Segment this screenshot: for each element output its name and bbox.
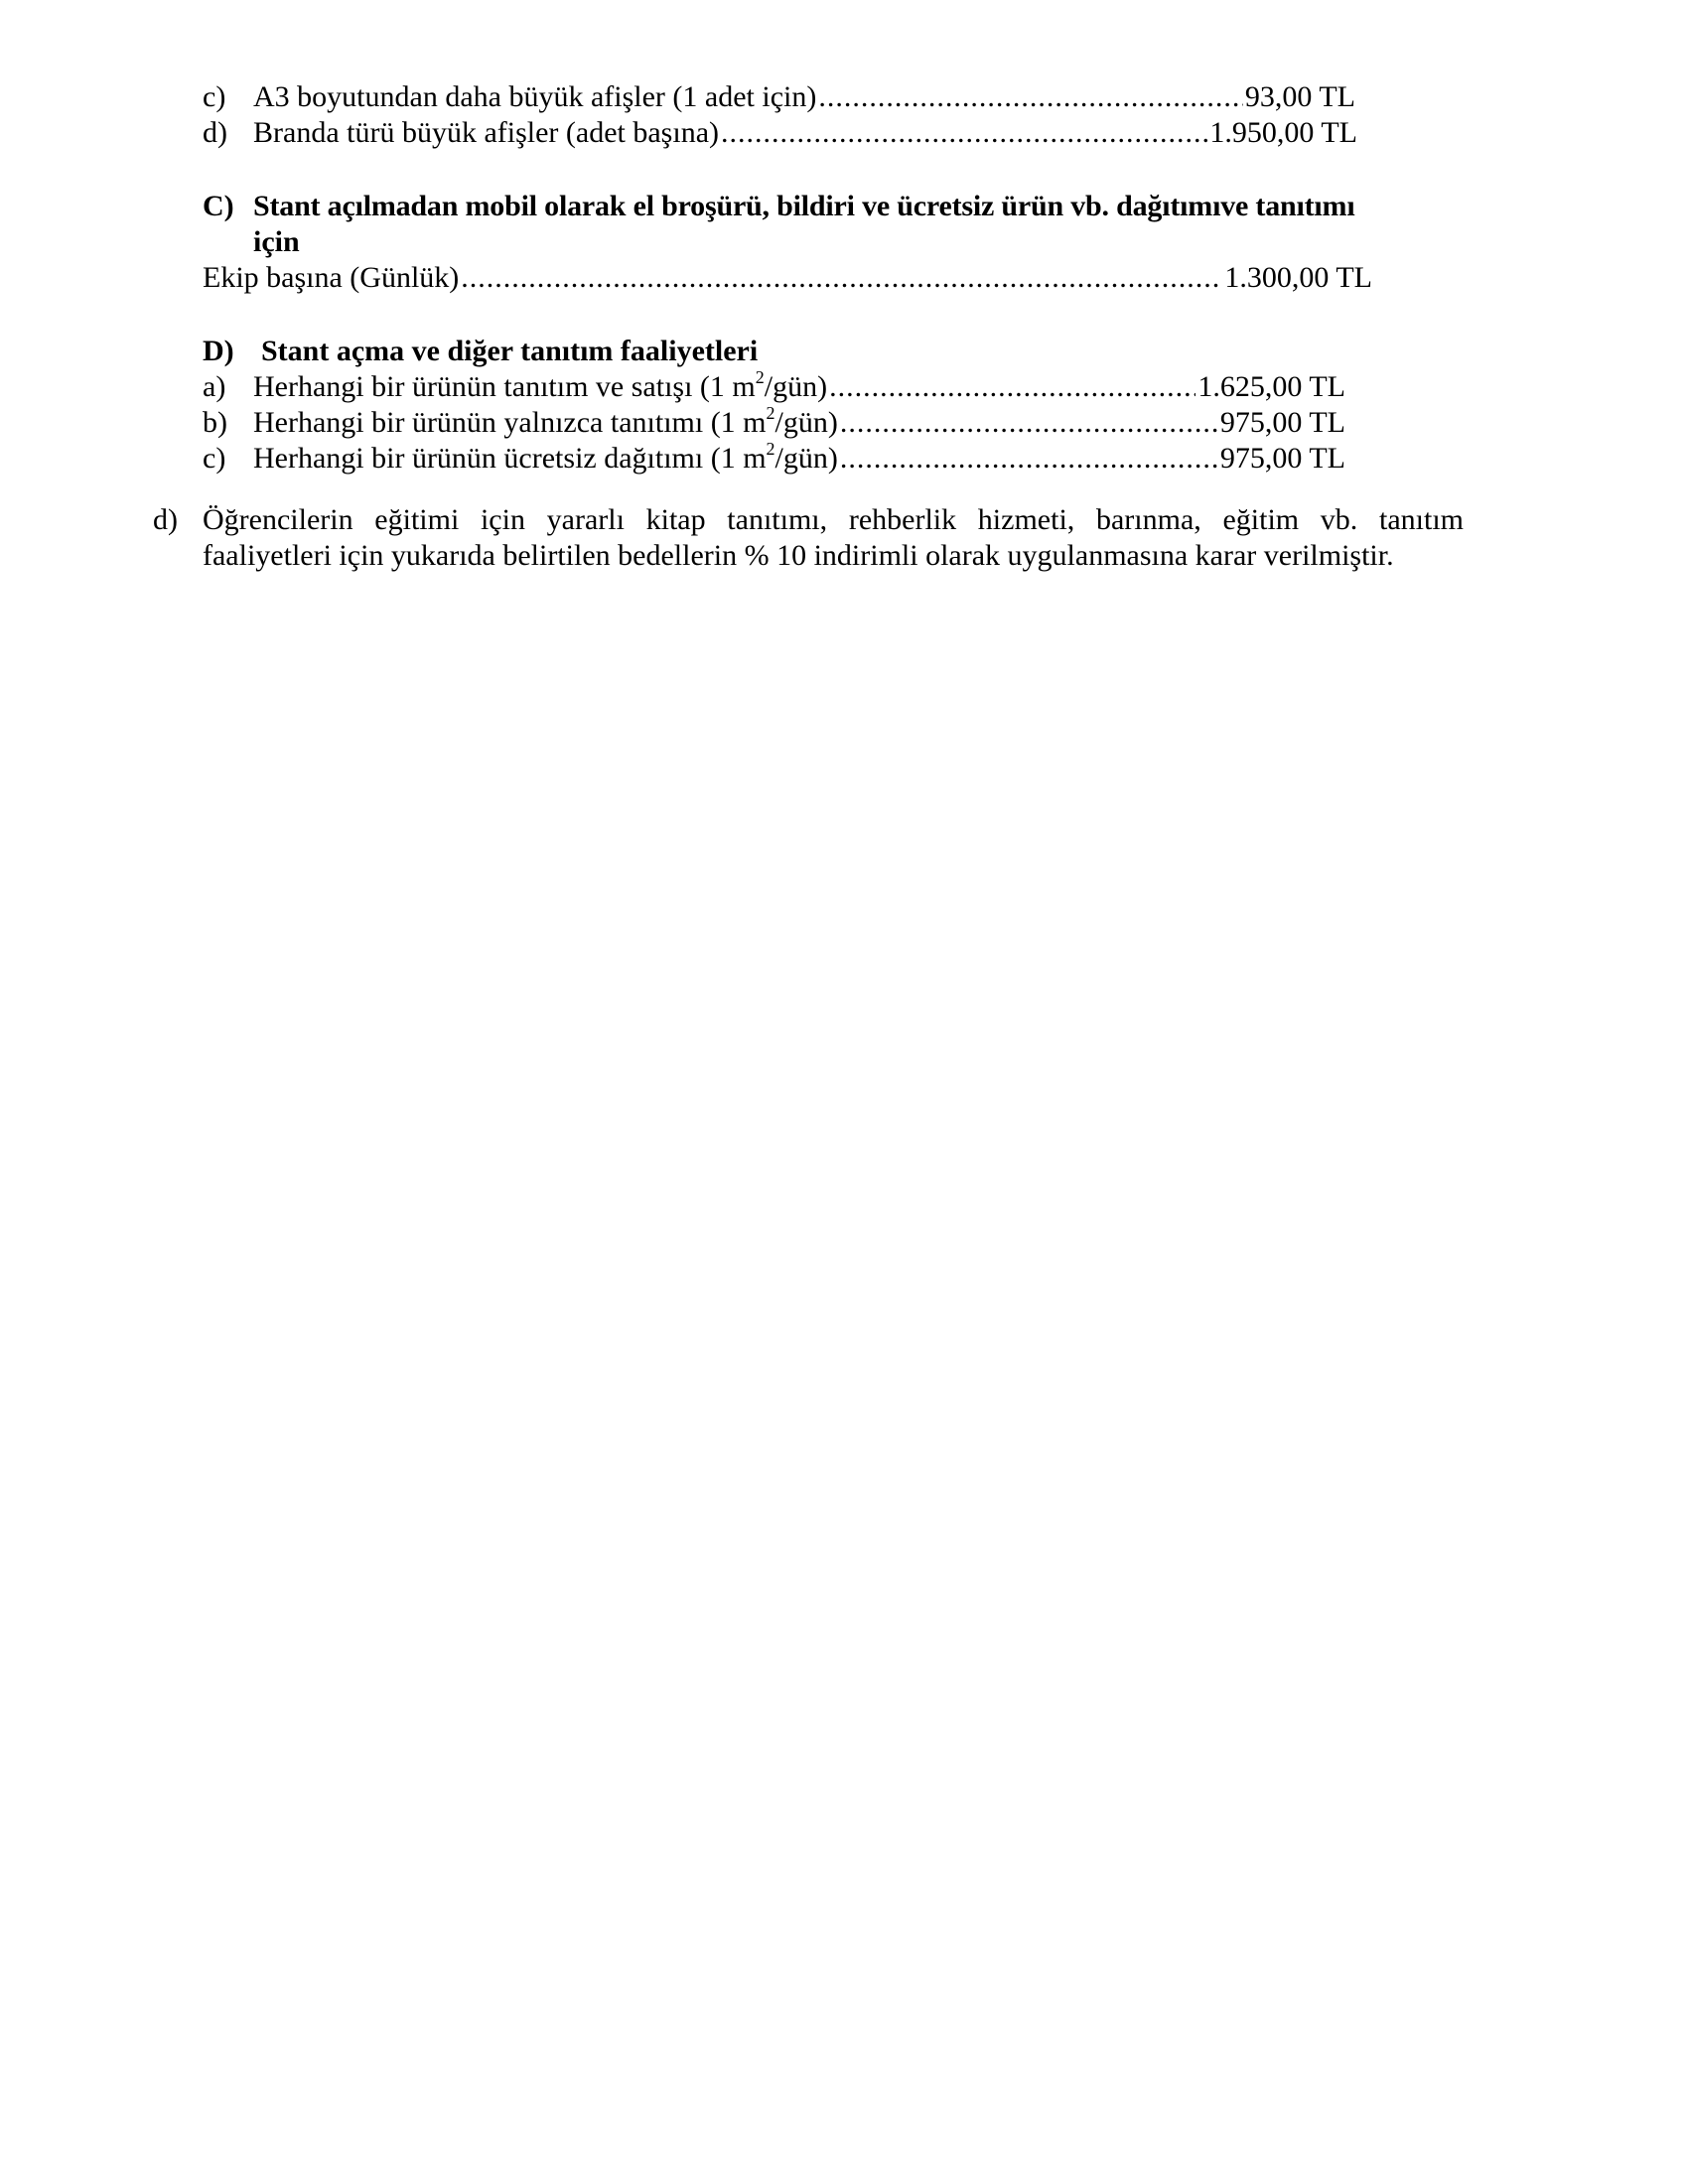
note-line: faaliyetleri için yukarıda belirtilen bedellerin % 10 indirimli olarak uygulanmasına karar verilmiştir. [203,539,1394,572]
price-amount: 1.300,00 TL [1224,261,1372,294]
note-line: Öğrencilerin eğitimi için yararlı kitap tanıtımı, rehberlik hizmeti, barınma, eğitim vb. tanıtım [203,503,1464,536]
section-heading: Stant açma ve diğer tanıtım faaliyetleri [261,335,759,367]
price-row [253,405,1345,441]
section-heading: Stant açılmadan mobil olarak el broşürü, bildiri ve ücretsiz ürün vb. dağıtımıve tanıtımı [253,190,1355,222]
superscript: 2 [766,403,775,423]
dot-leader [829,369,1196,405]
section-marker: C) [203,190,234,222]
item-marker: c) [203,442,226,475]
dot-leader [818,79,1243,115]
price-label: Ekip başına (Günlük) [203,261,460,294]
dot-leader [840,441,1218,477]
superscript: 2 [766,439,775,459]
section-marker: D) [203,335,234,367]
dot-leader [840,405,1218,441]
price-row [253,441,1345,477]
superscript: 2 [755,367,765,387]
price-row [253,369,1345,405]
price-amount: 1.625,00 TL [1197,370,1345,403]
price-label: A3 boyutundan daha büyük afişler (1 adet için) [253,80,817,113]
section-heading-continued: için [253,225,300,258]
price-label: Herhangi bir ürünün ücretsiz dağıtımı (1 $m^2/gün$) [253,439,838,475]
price-row [253,79,1355,115]
item-marker: c) [203,80,226,113]
price-row [203,260,1372,296]
dot-leader [461,260,1222,296]
item-marker: d) [203,116,227,149]
item-marker: a) [203,370,226,403]
dot-leader [721,115,1207,151]
note-marker: d) [153,503,178,536]
price-amount: 93,00 TL [1244,80,1355,113]
price-row [253,115,1357,151]
price-amount: 975,00 TL [1219,406,1345,439]
price-amount: 1.950,00 TL [1209,116,1357,149]
item-marker: b) [203,406,227,439]
price-amount: 975,00 TL [1219,442,1345,475]
price-label: Herhangi bir ürünün tanıtım ve satışı (1 $m^2/gün$) [253,367,828,403]
price-label: Branda türü büyük afişler (adet başına) [253,116,719,149]
price-label: Herhangi bir ürünün yalnızca tanıtımı (1 $m^2/gün$) [253,403,838,439]
